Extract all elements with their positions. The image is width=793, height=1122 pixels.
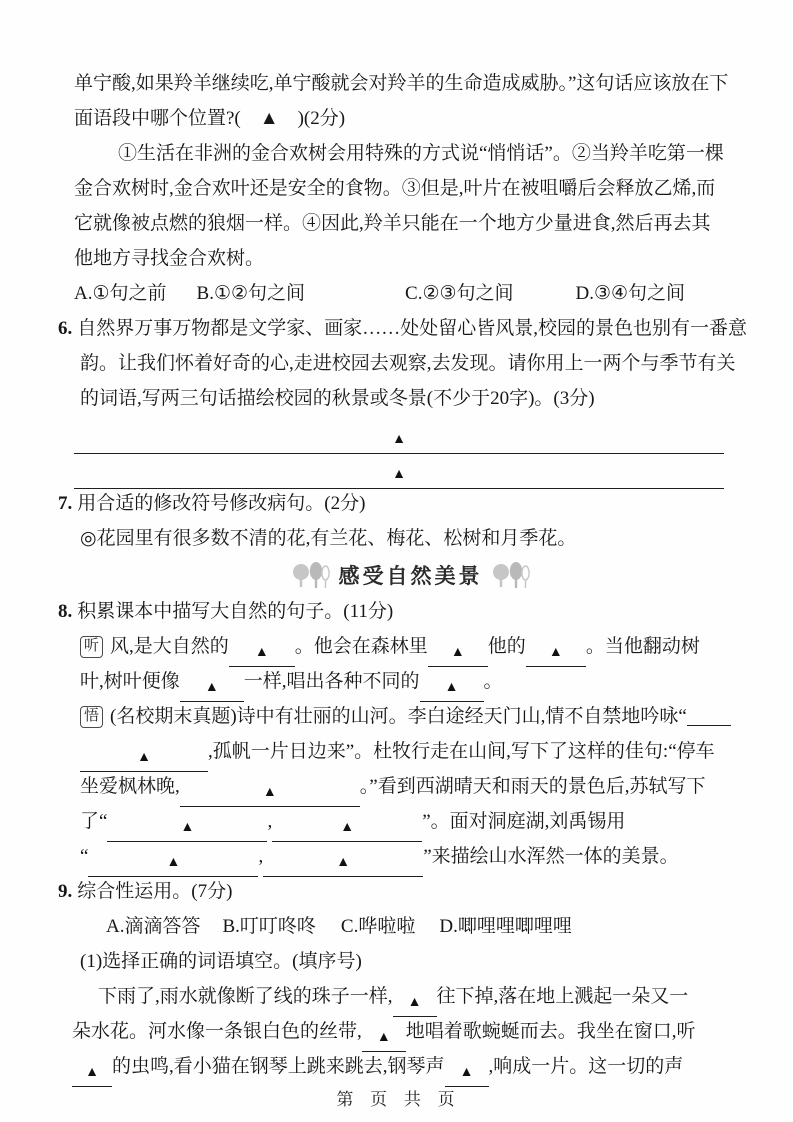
- question-8: [58, 594, 763, 874]
- spacer: [305, 298, 405, 299]
- spacer: [167, 298, 197, 299]
- text-run: (1)选择正确的词语填空。(填序号): [80, 951, 362, 972]
- text-run: “: [80, 846, 89, 867]
- text-run: 自然界万事万物都是文学家、画家……处处留心皆风景,校园的景色也别有一番意: [77, 318, 748, 339]
- text-run: (名校期末真题)诗中有壮丽的山河。李白途经天门山,情不自禁地吟咏“: [110, 706, 687, 727]
- choice-b: B.叮叮咚咚: [222, 916, 316, 937]
- question-5-continuation: [58, 66, 763, 311]
- answer-blank: ▲: [88, 850, 258, 877]
- choice-row: [74, 276, 763, 311]
- text-run: 风,是大自然的: [110, 636, 229, 657]
- text-run: 。当他翻动树: [585, 636, 700, 657]
- text-line: [80, 769, 763, 804]
- text-run: ,: [267, 811, 273, 832]
- text-run: ”来描绘山水浑然一体的美景。: [423, 846, 679, 867]
- text-run: 面语段中哪个位置?( ▲ )(2分): [74, 108, 346, 129]
- text-run: 用合适的修改符号修改病句。(2分): [77, 493, 366, 514]
- text-line: [74, 171, 763, 206]
- answer-blank: ▲: [428, 640, 488, 667]
- text-run: 。他会在森林里: [294, 636, 428, 657]
- text-run: 他地方寻找金合欢树。: [74, 248, 265, 269]
- text-line: [80, 629, 763, 664]
- text-line: [80, 664, 763, 699]
- question-9: [58, 874, 763, 1084]
- choice-d: D.③④句之间: [575, 283, 686, 304]
- text-run: 叶,树叶便像: [80, 671, 180, 692]
- sentence-to-correct: [80, 521, 763, 556]
- answer-blank: ▲: [180, 780, 360, 807]
- trees-icon: [492, 561, 530, 589]
- text-run: ①生活在非洲的金合欢树会用特殊的方式说“悄悄话”。②当羚羊吃第一棵: [118, 143, 724, 164]
- text-line: [72, 1049, 763, 1084]
- text-line: [80, 944, 763, 979]
- text-run: ”。面对洞庭湖,刘禹锡用: [422, 811, 626, 832]
- text-run: 单宁酸,如果羚羊继续吃,单宁酸就会对羚羊的生命造成威胁。”这句话应该放在下: [74, 73, 729, 94]
- text-run: ,: [258, 846, 264, 867]
- text-line: [80, 839, 763, 874]
- text-run: 。: [483, 671, 503, 692]
- answer-blank: ▲: [229, 640, 295, 667]
- text-run: 的词语,写两三句话描绘校园的秋景或冬景(不少于20字)。(3分): [80, 388, 595, 409]
- text-line: [98, 979, 763, 1014]
- question-6-heading: [58, 311, 763, 346]
- text-run: 它就像被点燃的狼烟一样。④因此,羚羊只能在一个地方少量进食,然后再去其: [74, 213, 711, 234]
- answer-blank: ▲: [180, 675, 244, 702]
- answer-blank: ▲: [80, 745, 208, 772]
- answer-blank: ▲: [107, 815, 267, 842]
- question-8-heading: [58, 594, 763, 629]
- answer-blank: ▲: [74, 427, 724, 454]
- answer-blank: ▲: [393, 990, 437, 1017]
- answer-blank: ▲: [74, 462, 724, 489]
- choice-b: B.①②句之间: [196, 283, 306, 304]
- choice-c: C.哗啦啦: [340, 916, 416, 937]
- question-number: 7.: [58, 493, 73, 514]
- question-number: 8.: [58, 601, 73, 622]
- section-divider: [58, 556, 763, 594]
- text-run: 。”看到西湖晴天和雨天的景色后,苏轼写下: [359, 776, 706, 797]
- text-run: ,孤帆一片日边来”。杜牧行走在山间,写下了这样的佳句:“停车: [208, 741, 715, 762]
- listen-badge: 听: [80, 636, 103, 658]
- text-run: 综合性运用。(7分): [77, 881, 233, 902]
- choice-d: D.唧哩哩唧哩哩: [439, 916, 572, 937]
- text-run: 的虫鸣,看小猫在钢琴上跳来跳去,钢琴声: [112, 1056, 445, 1077]
- answer-blank: ▲: [526, 640, 586, 667]
- answer-blank: ▲: [445, 1060, 489, 1087]
- answer-line: [74, 451, 763, 486]
- text-line: [72, 1014, 763, 1049]
- text-run: 朵水花。河水像一条银白色的丝带,: [72, 1021, 362, 1042]
- text-run: 下雨了,雨水就像断了线的珠子一样,: [98, 986, 393, 1007]
- text-line: [80, 699, 763, 734]
- spacer: [415, 931, 439, 932]
- trees-icon: [292, 561, 330, 589]
- choice-a: A.滴滴答答: [106, 916, 201, 937]
- question-6: [58, 311, 763, 486]
- text-line: [74, 101, 763, 136]
- answer-blank: ▲: [362, 1025, 406, 1052]
- text-run: 积累课本中描写大自然的句子。(11分): [77, 601, 394, 622]
- text-run: 地唱着歌蜿蜒而去。我坐在窗口,听: [405, 1021, 696, 1042]
- text-line: [80, 734, 763, 769]
- answer-blank: ▲: [72, 1060, 112, 1087]
- answer-blank: ▲: [420, 675, 484, 702]
- text-line: [74, 241, 763, 276]
- spacer: [316, 931, 341, 932]
- answer-line: [74, 416, 763, 451]
- text-run: 韵。让我们怀着好奇的心,走进校园去观察,去发现。请你用上一两个与季节有关: [80, 353, 736, 374]
- text-run: 金合欢树时,金合欢叶还是安全的食物。③但是,叶片在被咀嚼后会释放乙烯,而: [74, 178, 716, 199]
- text-run: ,响成一片。这一切的声: [488, 1056, 684, 1077]
- spacer: [200, 931, 222, 932]
- question-number: 6.: [58, 318, 73, 339]
- text-line: [80, 804, 763, 839]
- text-run: 一样,唱出各种不同的: [243, 671, 420, 692]
- text-line: [80, 381, 763, 416]
- spacer: [514, 298, 576, 299]
- question-7: [58, 486, 763, 556]
- text-run: 往下掉,落在地上溅起一朵又一: [436, 986, 689, 1007]
- text-line: [80, 346, 763, 381]
- section-divider-title: 感受自然美景: [338, 565, 483, 588]
- answer-blank: ▲: [263, 850, 423, 877]
- question-9-heading: [58, 874, 763, 909]
- page-footer: 第 页 共 页: [336, 1090, 457, 1109]
- text-run: 坐爱枫林晚,: [80, 776, 180, 797]
- choice-a: A.①句之前: [74, 283, 167, 304]
- answer-blank: ▲: [272, 815, 422, 842]
- comprehend-badge: 悟: [80, 706, 103, 728]
- text-run: ◎花园里有很多数不清的花,有兰花、梅花、松树和月季花。: [80, 528, 577, 549]
- text-line: [118, 136, 763, 171]
- text-run: 他的: [487, 636, 526, 657]
- question-number: 9.: [58, 881, 73, 902]
- choice-c: C.②③句之间: [405, 283, 514, 304]
- text-line: [74, 66, 763, 101]
- choice-row: [106, 909, 763, 944]
- text-line: [74, 206, 763, 241]
- question-7-heading: [58, 486, 763, 521]
- answer-blank: [687, 699, 731, 726]
- text-run: 了“: [80, 811, 108, 832]
